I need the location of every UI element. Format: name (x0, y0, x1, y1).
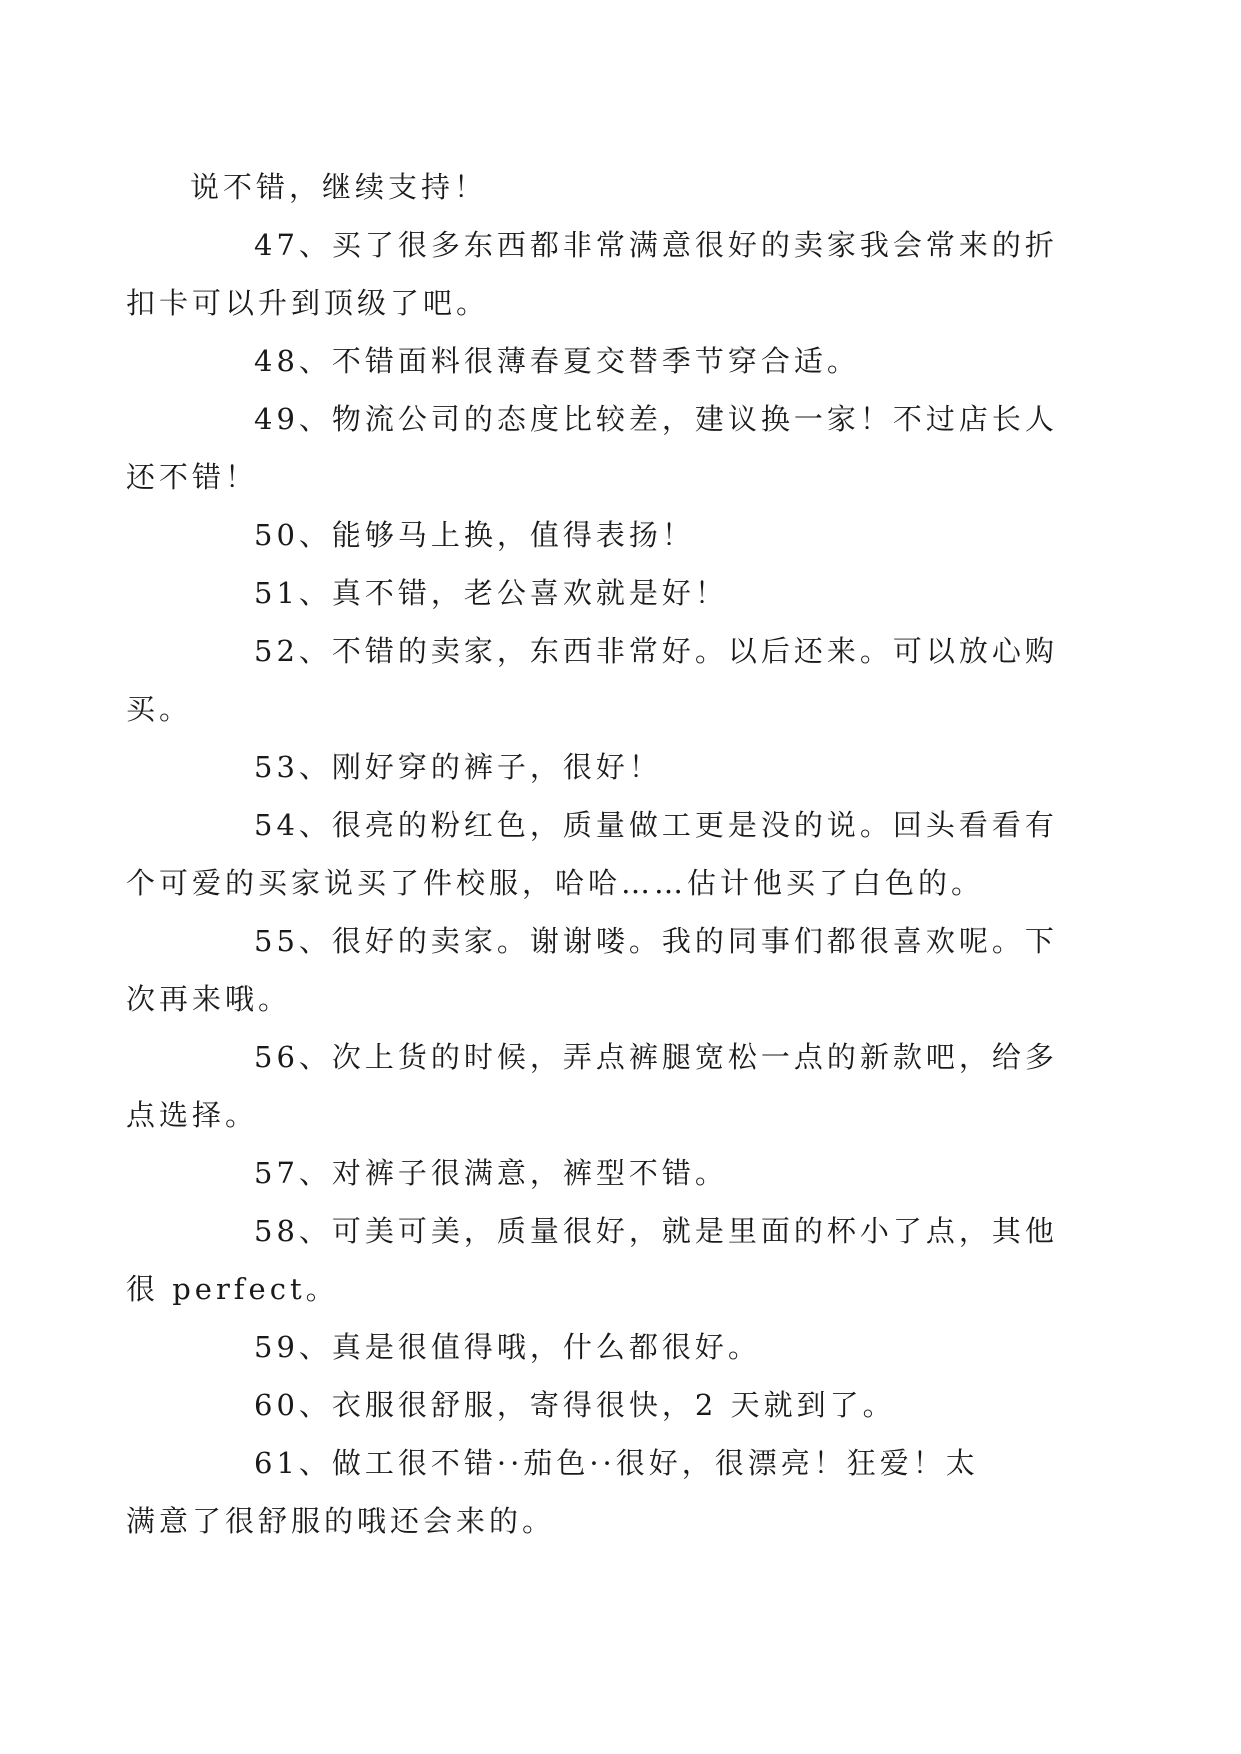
paragraph-item-47 (126, 216, 1060, 332)
text-line: 56、次上货的时候，弄点裤腿宽松一点的新款吧，给多 (254, 1040, 1058, 1074)
text-line: 47、买了很多东西都非常满意很好的卖家我会常来的折 (254, 228, 1058, 262)
paragraph-item-58 (126, 1202, 1060, 1318)
paragraph-item-53 (190, 738, 1060, 796)
text-line: 很 perfect。 (126, 1272, 339, 1306)
paragraph-item-57 (190, 1144, 1060, 1202)
text-line: 次再来哦。 (126, 982, 292, 1016)
text-line: 48、不错面料很薄春夏交替季节穿合适。 (254, 344, 860, 378)
text-line: 个可爱的买家说买了件校服，哈哈……估计他买了白色的。 (126, 866, 985, 900)
text-line: 53、刚好穿的裤子，很好！ (254, 750, 662, 784)
text-line: 还不错！ (126, 460, 259, 494)
text-line: 60、衣服很舒服，寄得很快，2 天就到了。 (254, 1388, 896, 1422)
paragraph-item-51 (190, 564, 1060, 622)
text-line: 买。 (126, 692, 193, 726)
paragraph-continuation (190, 158, 1060, 216)
paragraph-item-60 (190, 1376, 1060, 1434)
text-line: 点选择。 (126, 1098, 259, 1132)
text-line: 57、对裤子很满意，裤型不错。 (254, 1156, 728, 1190)
text-line: 55、很好的卖家。谢谢喽。我的同事们都很喜欢呢。下 (254, 924, 1058, 958)
paragraph-item-54 (126, 796, 1060, 912)
paragraph-item-56 (126, 1028, 1060, 1144)
paragraph-item-50 (190, 506, 1060, 564)
text-line: 54、很亮的粉红色，质量做工更是没的说。回头看看有 (254, 808, 1058, 842)
text-line: 61、做工很不错··茄色··很好，很漂亮！狂爱！太 (254, 1446, 979, 1480)
paragraph-item-49 (126, 390, 1060, 506)
text-line: 满意了很舒服的哦还会来的。 (126, 1504, 556, 1538)
paragraph-item-59 (190, 1318, 1060, 1376)
text-line: 51、真不错，老公喜欢就是好！ (254, 576, 728, 610)
paragraph-item-52 (126, 622, 1060, 738)
paragraph-item-48 (190, 332, 1060, 390)
text-line: 49、物流公司的态度比较差，建议换一家！不过店长人 (254, 402, 1058, 436)
paragraph-item-55 (126, 912, 1060, 1028)
text-line: 52、不错的卖家，东西非常好。以后还来。可以放心购 (254, 634, 1058, 668)
text-line: 说不错，继续支持！ (190, 170, 488, 204)
paragraph-item-61 (126, 1434, 1060, 1550)
document-body (126, 158, 1060, 1550)
text-line: 50、能够马上换，值得表扬！ (254, 518, 695, 552)
text-line: 59、真是很值得哦，什么都很好。 (254, 1330, 761, 1364)
text-line: 58、可美可美，质量很好，就是里面的杯小了点，其他 (254, 1214, 1058, 1248)
text-line: 扣卡可以升到顶级了吧。 (126, 286, 490, 320)
